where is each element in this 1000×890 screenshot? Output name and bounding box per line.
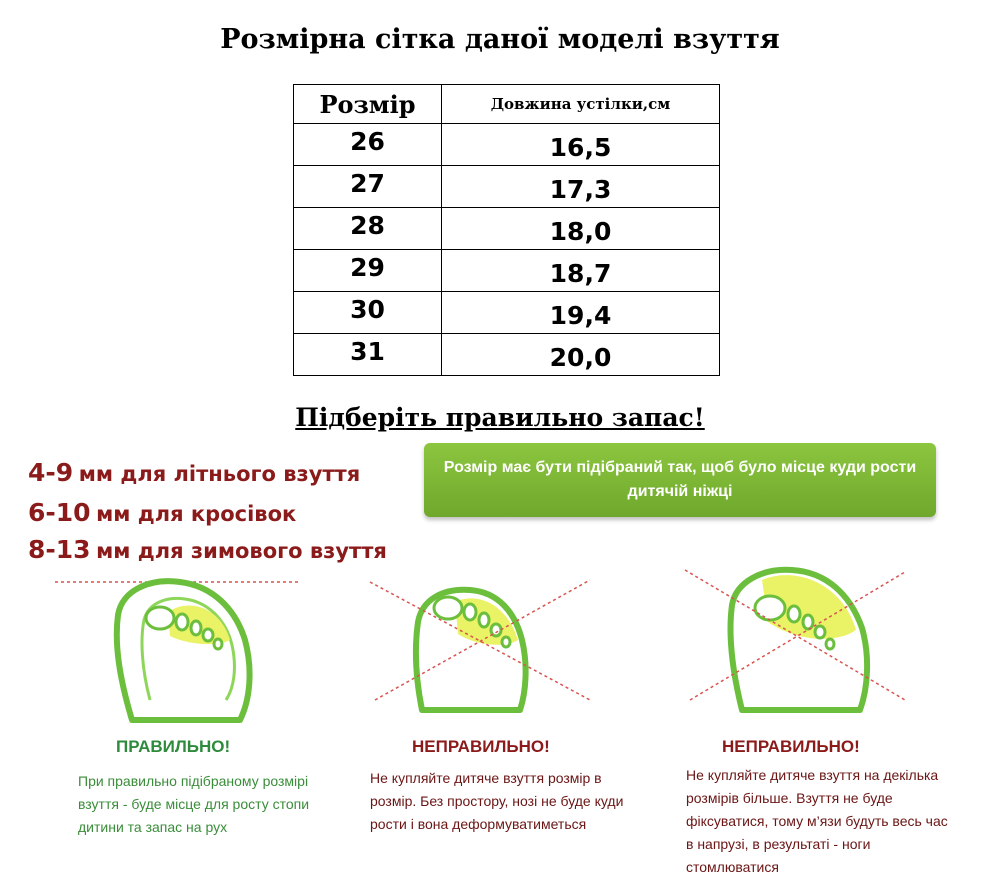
header-size: Розмір	[294, 85, 442, 124]
table-row	[294, 208, 720, 250]
verdict-too-big: НЕПРАВИЛЬНО!	[722, 737, 860, 756]
reserve-range: 4-9	[28, 458, 74, 487]
table-row	[294, 250, 720, 292]
sizing-tip-banner	[424, 443, 936, 517]
table-row	[294, 166, 720, 208]
verdict-too-small: НЕПРАВИЛЬНО!	[412, 737, 550, 756]
reserve-range: 8-13	[28, 535, 91, 564]
cell-size: 28	[294, 208, 442, 250]
foot-correct-illustration	[40, 560, 340, 730]
cell-length: 16,5	[442, 124, 720, 166]
table-row	[294, 292, 720, 334]
cell-size: 31	[294, 334, 442, 376]
desc-too-big: Не купляйте дитяче взуття на декілька розмірів більше. Взуття не буде фіксуватися, тому м’язи будуть весь час в напрузі, в результаті - ноги стомлюватися	[686, 767, 948, 875]
cell-size: 29	[294, 250, 442, 292]
cell-size: 30	[294, 292, 442, 334]
desc-correct: При правильно підібраному розмірі взуття - буде місце для росту стопи дитини та запас на рух	[78, 773, 310, 835]
foot-too-small-illustration	[350, 560, 650, 730]
size-table	[293, 84, 720, 376]
sizing-tip-text: Розмір має бути підібраний так, щоб було місце куди рости дитячій ніжці	[443, 459, 917, 500]
panel-too-small	[350, 560, 650, 890]
panel-too-big	[670, 560, 970, 890]
reserve-summer	[28, 458, 360, 487]
cell-size: 27	[294, 166, 442, 208]
cell-size: 26	[294, 124, 442, 166]
reserve-text: мм для літнього взуття	[78, 462, 361, 486]
cell-length: 20,0	[442, 334, 720, 376]
reserve-range: 6-10	[28, 498, 91, 527]
header-insole-length: Довжина устілки,см	[442, 85, 720, 124]
cell-length: 18,0	[442, 208, 720, 250]
foot-too-big-illustration	[670, 560, 970, 730]
reserve-text: мм для зимового взуття	[96, 539, 387, 563]
reserve-subtitle: Підберіть правильно запас!	[295, 403, 705, 432]
cell-length: 18,7	[442, 250, 720, 292]
table-header-row	[294, 85, 720, 124]
reserve-sneakers	[28, 498, 296, 527]
table-row	[294, 124, 720, 166]
cell-length: 17,3	[442, 166, 720, 208]
verdict-correct: ПРАВИЛЬНО!	[116, 737, 231, 756]
panel-correct	[40, 560, 340, 890]
reserve-text: мм для кросівок	[96, 502, 297, 526]
cell-length: 19,4	[442, 292, 720, 334]
size-chart-title: Розмірна сітка даної моделі взуття	[220, 24, 780, 55]
table-row	[294, 334, 720, 376]
desc-too-small: Не купляйте дитяче взуття розмір в розмір. Без простору, нозі не буде куди рости і вона деформуватиметься	[370, 770, 624, 832]
